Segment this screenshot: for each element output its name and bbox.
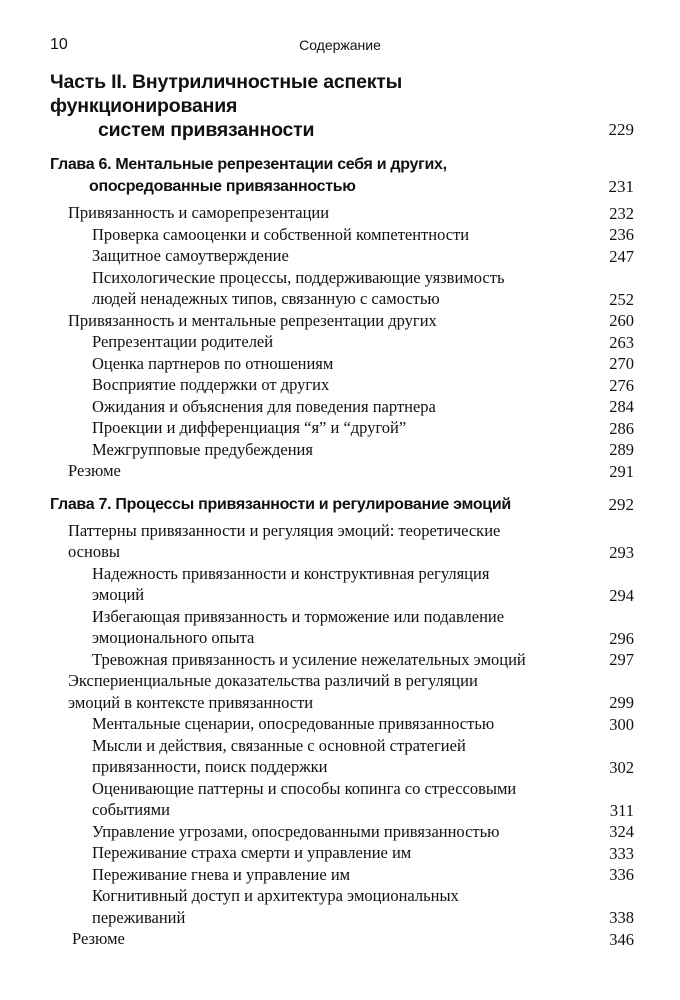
toc-entry-chapter xyxy=(0,494,680,516)
toc-entry-title-line: Резюме xyxy=(68,461,121,480)
toc-entry-title-line: Управление угрозами, опосредованными привязанностью xyxy=(92,821,500,841)
toc-entry-l1 xyxy=(0,670,680,713)
toc-page-number: 236 xyxy=(609,225,634,244)
toc-entry-title-line: эмоций в контексте привязанности xyxy=(68,692,314,712)
toc-entry-title-line: Привязанность и ментальные репрезентации других xyxy=(68,310,437,330)
toc-entry-title-line: Глава 6. Ментальные репрезентации себя и других, xyxy=(50,156,447,173)
toc-entry-title-line: Оценка партнеров по отношениям xyxy=(92,353,334,373)
toc-page-number: 293 xyxy=(609,542,634,562)
toc-entry-l2 xyxy=(0,885,680,928)
toc-entry-l2 xyxy=(0,713,680,735)
toc-page-number: 336 xyxy=(609,865,634,884)
toc-page-number: 296 xyxy=(609,628,634,648)
toc-entry-title-line: эмоций xyxy=(92,585,145,604)
toc-entry-l2 xyxy=(0,439,680,461)
page-number: 10 xyxy=(50,36,68,53)
toc-entry-title-line: людей ненадежных типов, связанную с самостью xyxy=(92,289,440,308)
toc-page-number: 299 xyxy=(609,693,634,712)
toc-page-number: 300 xyxy=(609,714,634,734)
toc-entry-title-line: Оценивающие паттерны и способы копинга со стрессовыми xyxy=(92,778,517,798)
toc-entry-title-line: Мысли и действия, связанные с основной стратегией xyxy=(92,735,466,755)
toc-entry-title-line: Глава 7. Процессы привязанности и регулирование эмоций xyxy=(50,495,511,513)
toc-entry-l1 xyxy=(0,202,680,224)
toc-page-number: 263 xyxy=(609,332,634,352)
toc-entry-title-line: основы xyxy=(68,542,120,561)
toc-page-number: 302 xyxy=(609,757,634,777)
toc-page-number: 291 xyxy=(609,461,634,481)
toc-entry-l2 xyxy=(0,417,680,439)
toc-page-number: 338 xyxy=(609,908,634,927)
toc-entry-title-line: Репрезентации родителей xyxy=(92,332,274,351)
toc-entry-l2 xyxy=(0,267,680,310)
toc-entry-title-line: Проекции и дифференциация “я” и “другой” xyxy=(92,418,407,437)
toc-entry-l2 xyxy=(0,821,680,843)
running-title: Содержание xyxy=(299,37,381,53)
toc-entry-title-line: Когнитивный доступ и архитектура эмоциональных xyxy=(92,886,459,905)
toc-entry-l2 xyxy=(0,245,680,267)
toc-entry-chapter xyxy=(0,154,680,198)
table-of-contents xyxy=(0,70,680,950)
toc-page-number: 284 xyxy=(609,397,634,416)
toc-entry-title-line: Избегающая привязанность и торможение или подавление xyxy=(92,606,505,626)
toc-page-number: 289 xyxy=(609,440,634,459)
toc-entry-l2 xyxy=(0,606,680,649)
page-header xyxy=(0,36,680,56)
toc-page-number: 247 xyxy=(609,246,634,266)
toc-entry-l2 xyxy=(0,842,680,864)
toc-page-number: 270 xyxy=(609,354,634,373)
toc-entry-l2 xyxy=(0,374,680,396)
toc-page-number: 346 xyxy=(609,929,634,949)
toc-entry-title-line: привязанности, поиск поддержки xyxy=(92,757,328,776)
toc-entry-title-line: Резюме xyxy=(72,929,125,948)
toc-entry-title-line: Ожидания и объяснения для поведения партнера xyxy=(92,396,436,416)
toc-page-number: 231 xyxy=(608,177,634,196)
toc-entry-title-line: Межгрупповые предубеждения xyxy=(92,439,313,459)
toc-entry-title-line: Паттерны привязанности и регуляция эмоций: теоретические xyxy=(68,520,501,540)
toc-entry-l2 xyxy=(0,864,680,886)
toc-page-number: 333 xyxy=(609,843,634,863)
toc-entry-title-line: Психологические процессы, поддерживающие уязвимость xyxy=(92,267,505,287)
toc-page-number: 232 xyxy=(609,203,634,223)
toc-entry-title-line: систем привязанности xyxy=(98,119,315,141)
toc-entry-l1 xyxy=(0,310,680,332)
toc-entry-title-line: Часть II. Внутриличностные аспекты функционирования xyxy=(50,71,403,117)
toc-entry-title-line: Ментальные сценарии, опосредованные привязанностью xyxy=(92,714,495,733)
toc-entry-l2 xyxy=(0,353,680,375)
toc-entry-title-line: событиями xyxy=(92,800,170,819)
toc-entry-l1 xyxy=(0,520,680,563)
toc-page-number: 311 xyxy=(609,800,634,820)
toc-page-number: 324 xyxy=(609,822,634,841)
toc-page-number: 294 xyxy=(609,585,634,605)
toc-entry-title-line: Привязанность и саморепрезентации xyxy=(68,203,330,222)
toc-entry-l2 xyxy=(0,396,680,418)
toc-page-number: 297 xyxy=(609,650,634,669)
toc-entry-title-line: опосредованные привязанностью xyxy=(89,178,356,195)
toc-entry-title-line: Переживание страха смерти и управление им xyxy=(92,843,412,862)
toc-page-number: 292 xyxy=(608,494,634,514)
toc-page-number: 276 xyxy=(609,375,634,395)
toc-page-number: 286 xyxy=(609,418,634,438)
toc-page-number: 260 xyxy=(609,311,634,330)
toc-entry-title-line: Надежность привязанности и конструктивная регуляция xyxy=(92,563,490,583)
toc-entry-title-line: переживаний xyxy=(92,907,186,927)
toc-entry-l1 xyxy=(0,928,680,950)
toc-page-number: 252 xyxy=(609,289,634,309)
toc-entry-l2 xyxy=(0,331,680,353)
toc-entry-title-line: Тревожная привязанность и усиление нежелательных эмоций xyxy=(92,649,526,669)
toc-entry-title-line: Защитное самоутверждение xyxy=(92,246,289,265)
toc-entry-l2 xyxy=(0,224,680,246)
toc-entry-l2 xyxy=(0,649,680,671)
toc-entry-part xyxy=(0,70,680,142)
toc-entry-l2 xyxy=(0,563,680,606)
toc-entry-l2 xyxy=(0,778,680,821)
toc-entry-title-line: Восприятие поддержки от других xyxy=(92,375,330,394)
toc-entry-title-line: Проверка самооценки и собственной компетентности xyxy=(92,224,470,244)
toc-entry-title-line: Экспериенциальные доказательства различий в регуляции xyxy=(68,671,478,690)
toc-entry-title-line: эмоционального опыта xyxy=(92,628,255,647)
toc-entry-l1 xyxy=(0,460,680,482)
toc-entry-l2 xyxy=(0,735,680,778)
toc-page-number: 229 xyxy=(608,120,634,139)
toc-entry-title-line: Переживание гнева и управление им xyxy=(92,864,351,884)
